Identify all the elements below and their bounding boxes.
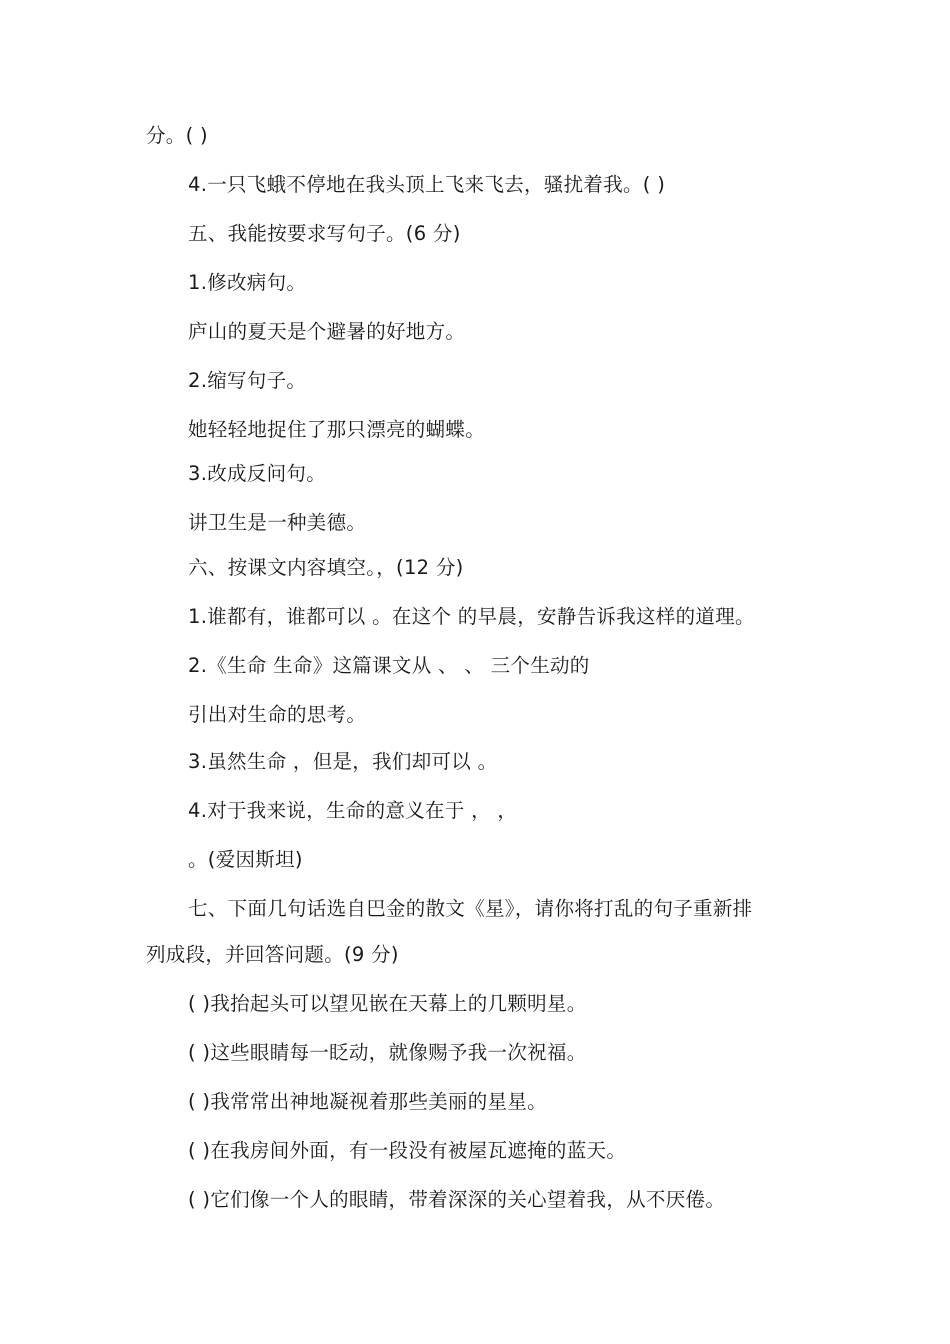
- sentence-option-5: ( )它们像一个人的眼睛，带着深深的关心望着我，从不厌倦。: [188, 1188, 726, 1211]
- sentence-option-3: ( )我常常出神地凝视着那些美丽的星星。: [188, 1090, 547, 1113]
- fill-item-2-cont: 引出对生命的思考。: [188, 703, 367, 726]
- item-3-sentence: 讲卫生是一种美德。: [188, 511, 367, 534]
- fill-item-1: 1.谁都有，谁都可以 。在这个 的早晨，安静告诉我这样的道理。: [188, 605, 755, 628]
- item-3-label: 3.改成反问句。: [188, 462, 327, 485]
- sentence-option-2: ( )这些眼睛每一眨动，就像赐予我一次祝福。: [188, 1041, 587, 1064]
- fill-item-4-cont: 。(爱因斯坦): [188, 848, 303, 871]
- fill-item-3: 3.虽然生命 ，但是，我们却可以 。: [188, 750, 498, 773]
- fill-item-4: 4.对于我来说，生命的意义在于 ， ，: [188, 799, 518, 822]
- item-1-sentence: 庐山的夏天是个避暑的好地方。: [188, 320, 466, 343]
- question-4: 4.一只飞蛾不停地在我头顶上飞来飞去，骚扰着我。( ): [188, 173, 666, 196]
- sentence-option-4: ( )在我房间外面，有一段没有被屋瓦遮掩的蓝天。: [188, 1139, 627, 1162]
- section-6-heading: 六、按课文内容填空。，(12 分): [188, 556, 464, 579]
- fill-item-2: 2.《生命 生命》这篇课文从 、 、 三个生动的: [188, 654, 590, 677]
- section-5-heading: 五、我能按要求写句子。(6 分): [188, 222, 461, 245]
- section-7-heading-cont: 列成段，并回答问题。(9 分): [146, 943, 399, 966]
- item-1-label: 1.修改病句。: [188, 271, 307, 294]
- section-7-heading: 七、下面几句话选自巴金的散文《星》，请你将打乱的句子重新排: [188, 897, 753, 920]
- item-2-sentence: 她轻轻地捉住了那只漂亮的蝴蝶。: [188, 418, 486, 441]
- sentence-option-1: ( )我抬起头可以望见嵌在天幕上的几颗明星。: [188, 992, 587, 1015]
- item-2-label: 2.缩写句子。: [188, 369, 307, 392]
- line-prev-answer: 分。( ): [146, 124, 208, 147]
